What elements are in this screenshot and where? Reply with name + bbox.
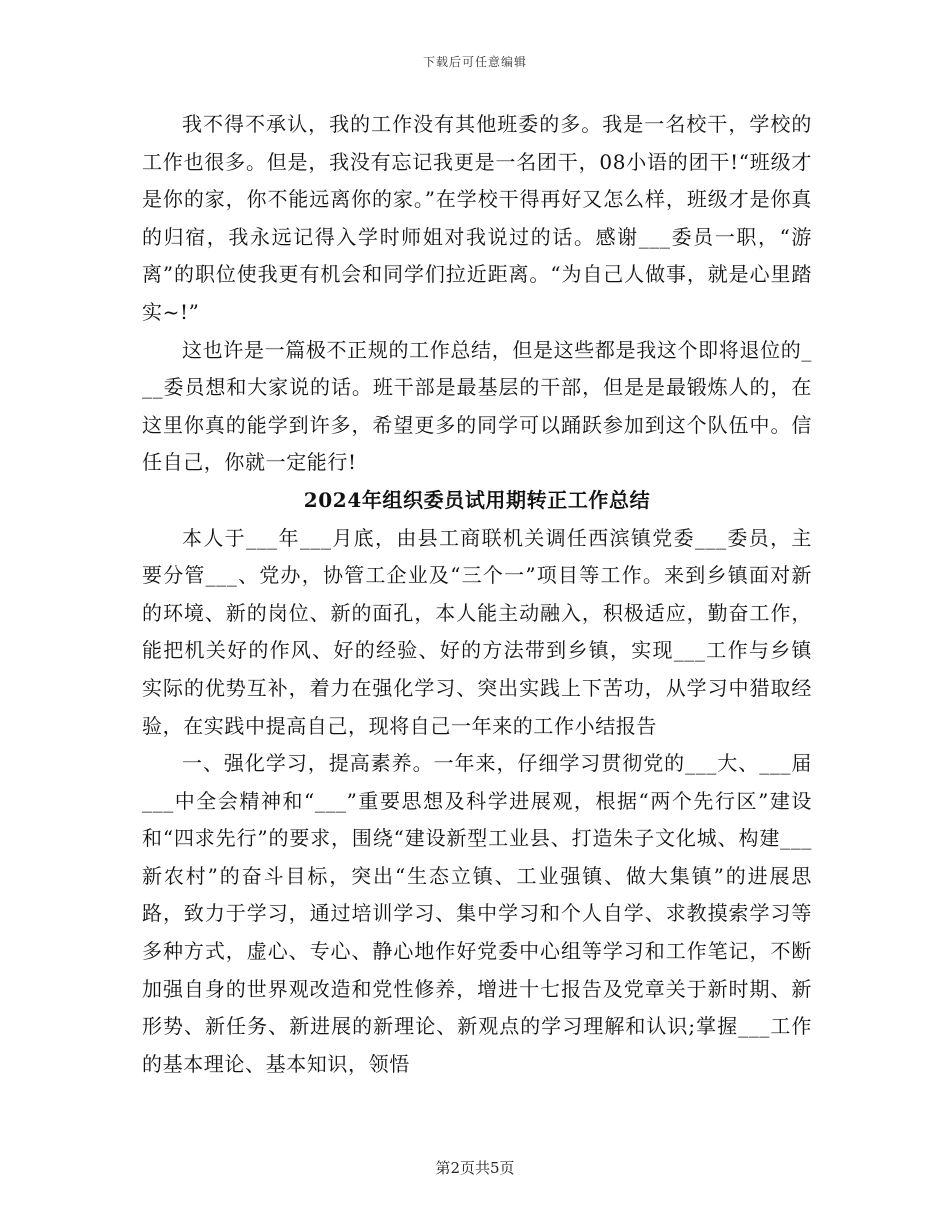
paragraph-2: 这也许是一篇极不正规的工作总结，但是这些都是我这个即将退位的___委员想和大家说的话。班干部是最基层的干部，但是是最锻炼人的，在这里你真的能学到许多，希望更多的同学可以踊跃参加到这个队伍中。信任自己，你就一定能行! (142, 337, 812, 475)
section-title: 2024年组织委员试用期转正工作总结 (303, 487, 651, 512)
paragraph-4: 一、强化学习，提高素养。一年来，仔细学习贯彻党的___大、___届___中全会精神和“___”重要思想及科学进展观，根据“两个先行区”建设和“四求先行”的要求，围绕“建设新型工业县、打造朱子文化城、构建___新农村”的奋斗目标，突出“生态立镇、工业强镇、做大集镇”的进展思路，致力于学习，通过培训学习、集中学习和个人自学、求教摸索学习等多种方式，虚心、专心、静心地作好党委中心组等学习和工作笔记，不断加强自身的世界观改造和党性修养，增进十七报告及党章关于新时期、新形势、新任务、新进展的新理论、新观点的学习理解和认识;掌握___工作的基本理论、基本知识，领悟 (142, 751, 812, 1076)
document-body (142, 106, 812, 1083)
paragraph-3: 本人于___年___月底，由县工商联机关调任西滨镇党委___委员，主要分管___、党办，协管工企业及“三个一”项目等工作。来到乡镇面对新的环境、新的岗位、新的面孔，本人能主动融入，积极适应，勤奋工作，能把机关好的作风、好的经验、好的方法带到乡镇，实现___工作与乡镇实际的优势互补，着力在强化学习、突出实践上下苦功，从学习中猎取经验，在实践中提高自己，现将自己一年来的工作小结报告 (142, 525, 812, 738)
page-header: 下载后可任意编辑 (422, 55, 527, 69)
paragraph-1: 我不得不承认，我的工作没有其他班委的多。我是一名校干，学校的工作也很多。但是，我没有忘记我更是一名团干，08小语的团干!“班级才是你的家，你不能远离你的家。”在学校干得再好又怎么样，班级才是你真的归宿，我永远记得入学时师姐对我说过的话。感谢___委员一职，“游离”的职位使我更有机会和同学们拉近距离。“为自己人做事，就是心里踏实~!” (142, 112, 812, 324)
page-number: 第2页共5页 (435, 1159, 515, 1177)
